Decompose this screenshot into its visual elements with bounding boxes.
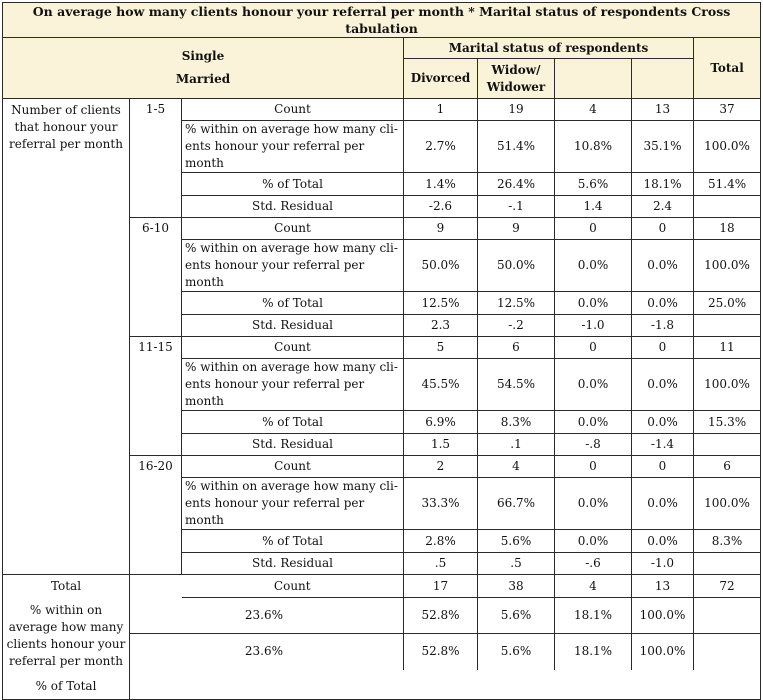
value-cell: 2: [404, 456, 478, 478]
value-cell: -.6: [555, 553, 632, 575]
stat-label: % of Total: [182, 411, 404, 434]
value-cell: 0.0%: [632, 240, 694, 292]
header-blank-2: [632, 59, 694, 99]
header-married: Married: [175, 72, 231, 86]
value-cell: 6: [694, 456, 761, 478]
value-cell: 4: [555, 99, 632, 121]
value-cell: 37: [694, 99, 761, 121]
value-cell: .5: [478, 553, 555, 575]
group-rows: [3, 99, 761, 575]
value-cell: 0.0%: [632, 359, 694, 411]
value-cell: 45.5%: [404, 359, 478, 411]
value-cell: 10.8%: [555, 121, 632, 173]
group-label: 6-10: [130, 218, 182, 337]
stat-label: % within on average how many cli- ents honour your referral per month: [182, 478, 404, 530]
value-cell: 12.5%: [404, 292, 478, 315]
value-cell: 100.0%: [694, 359, 761, 411]
stat-label: Count: [182, 218, 404, 240]
value-cell: 11: [694, 337, 761, 359]
total-row2-cell: 100.0%: [632, 598, 694, 634]
value-cell: 8.3%: [478, 411, 555, 434]
stat-label: % of Total: [182, 530, 404, 553]
stat-label: Std. Residual: [182, 196, 404, 218]
group-label: 1-5: [130, 99, 182, 218]
total-row3-first: 23.6%: [130, 634, 404, 670]
value-cell: .5: [404, 553, 478, 575]
total-row3-cell: 52.8%: [404, 634, 478, 670]
value-cell: -1.0: [632, 553, 694, 575]
value-cell: 66.7%: [478, 478, 555, 530]
value-cell: 0: [555, 218, 632, 240]
value-cell: 0.0%: [632, 530, 694, 553]
value-cell: 5.6%: [478, 530, 555, 553]
total-empty-b: [130, 575, 182, 598]
value-cell: 0: [555, 456, 632, 478]
total-row2-first: 23.6%: [130, 598, 404, 634]
value-cell: -.1: [478, 196, 555, 218]
table-title: On average how many clients honour your referral per month * Marital status of respondents Cross tabulation: [3, 3, 761, 38]
total-count-cell: 72: [694, 575, 761, 598]
value-cell: 0.0%: [555, 240, 632, 292]
value-cell: [694, 553, 761, 575]
value-cell: -1.0: [555, 315, 632, 337]
stat-label: Std. Residual: [182, 315, 404, 337]
value-cell: 1.5: [404, 434, 478, 456]
value-cell: 4: [478, 456, 555, 478]
value-cell: 0.0%: [555, 292, 632, 315]
total-pct-total-label: % of Total: [3, 670, 130, 700]
stat-label: Count: [182, 337, 404, 359]
stat-label: % of Total: [182, 173, 404, 196]
value-cell: -2.6: [404, 196, 478, 218]
row-variable-label: Number of clients that honour your referral per month: [3, 99, 130, 575]
total-count-cell: 38: [478, 575, 555, 598]
total-row2-cell: 52.8%: [404, 598, 478, 634]
total-count-label: Count: [182, 575, 404, 598]
stat-label: Std. Residual: [182, 553, 404, 575]
value-cell: 0: [632, 337, 694, 359]
total-row3-empty: [694, 634, 761, 670]
value-cell: 0.0%: [555, 530, 632, 553]
value-cell: 100.0%: [694, 478, 761, 530]
value-cell: 15.3%: [694, 411, 761, 434]
value-cell: 6: [478, 337, 555, 359]
group-label: 11-15: [130, 337, 182, 456]
value-cell: 9: [478, 218, 555, 240]
header-blank-1: [555, 59, 632, 99]
total-row3-cell: 18.1%: [555, 634, 632, 670]
value-cell: 26.4%: [478, 173, 555, 196]
value-cell: 1.4%: [404, 173, 478, 196]
value-cell: 2.8%: [404, 530, 478, 553]
crosstab-table: [2, 2, 761, 700]
header-marital-status: Marital status of respondents: [404, 38, 694, 59]
total-count-cell: 17: [404, 575, 478, 598]
value-cell: 51.4%: [694, 173, 761, 196]
stat-label: % of Total: [182, 292, 404, 315]
value-cell: 0.0%: [632, 478, 694, 530]
stat-label: % within on average how many cli- ents honour your referral per month: [182, 121, 404, 173]
total-count-cell: 13: [632, 575, 694, 598]
total-count-cell: 4: [555, 575, 632, 598]
value-cell: 0.0%: [555, 359, 632, 411]
value-cell: 0.0%: [632, 292, 694, 315]
total-pct-within-label: % within on average how many clients honour your referral per month: [3, 598, 130, 670]
header-single: Single: [181, 49, 225, 63]
value-cell: [694, 434, 761, 456]
value-cell: 1.4: [555, 196, 632, 218]
value-cell: 13: [632, 99, 694, 121]
value-cell: 33.3%: [404, 478, 478, 530]
value-cell: 0: [632, 456, 694, 478]
value-cell: 0: [632, 218, 694, 240]
value-cell: -.2: [478, 315, 555, 337]
stat-label: Count: [182, 456, 404, 478]
value-cell: 18: [694, 218, 761, 240]
total-footer-blank: [130, 670, 761, 700]
table-row: [3, 99, 761, 121]
value-cell: 8.3%: [694, 530, 761, 553]
value-cell: 100.0%: [694, 121, 761, 173]
value-cell: 50.0%: [404, 240, 478, 292]
value-cell: 54.5%: [478, 359, 555, 411]
value-cell: 5: [404, 337, 478, 359]
value-cell: 100.0%: [694, 240, 761, 292]
stat-label: Std. Residual: [182, 434, 404, 456]
value-cell: 25.0%: [694, 292, 761, 315]
value-cell: 12.5%: [478, 292, 555, 315]
header-widow-line2: Widower: [486, 79, 546, 94]
value-cell: 0.0%: [555, 411, 632, 434]
total-row2-cell: 5.6%: [478, 598, 555, 634]
value-cell: 19: [478, 99, 555, 121]
value-cell: 0: [555, 337, 632, 359]
value-cell: -.8: [555, 434, 632, 456]
value-cell: 2.4: [632, 196, 694, 218]
value-cell: -1.8: [632, 315, 694, 337]
value-cell: 0.0%: [555, 478, 632, 530]
value-cell: .1: [478, 434, 555, 456]
header-widow-line1: Widow/: [491, 62, 541, 77]
header-total: Total: [694, 38, 761, 99]
value-cell: [694, 315, 761, 337]
value-cell: 51.4%: [478, 121, 555, 173]
value-cell: 9: [404, 218, 478, 240]
header-widow: [478, 59, 555, 99]
value-cell: 50.0%: [478, 240, 555, 292]
value-cell: -1.4: [632, 434, 694, 456]
value-cell: 0.0%: [632, 411, 694, 434]
value-cell: 6.9%: [404, 411, 478, 434]
stat-label: Count: [182, 99, 404, 121]
header-divorced: Divorced: [404, 59, 478, 99]
total-label: Total: [3, 575, 130, 598]
total-row3-cell: 5.6%: [478, 634, 555, 670]
group-label: 16-20: [130, 456, 182, 575]
value-cell: 1: [404, 99, 478, 121]
total-row3-cell: 100.0%: [632, 634, 694, 670]
stat-label: % within on average how many cli- ents honour your referral per month: [182, 359, 404, 411]
value-cell: 5.6%: [555, 173, 632, 196]
total-row2-empty: [694, 598, 761, 634]
value-cell: 2.7%: [404, 121, 478, 173]
value-cell: [694, 196, 761, 218]
stat-label: % within on average how many cli- ents honour your referral per month: [182, 240, 404, 292]
value-cell: 18.1%: [632, 173, 694, 196]
row-var-header: [3, 38, 404, 99]
value-cell: 2.3: [404, 315, 478, 337]
total-row2-cell: 18.1%: [555, 598, 632, 634]
value-cell: 35.1%: [632, 121, 694, 173]
